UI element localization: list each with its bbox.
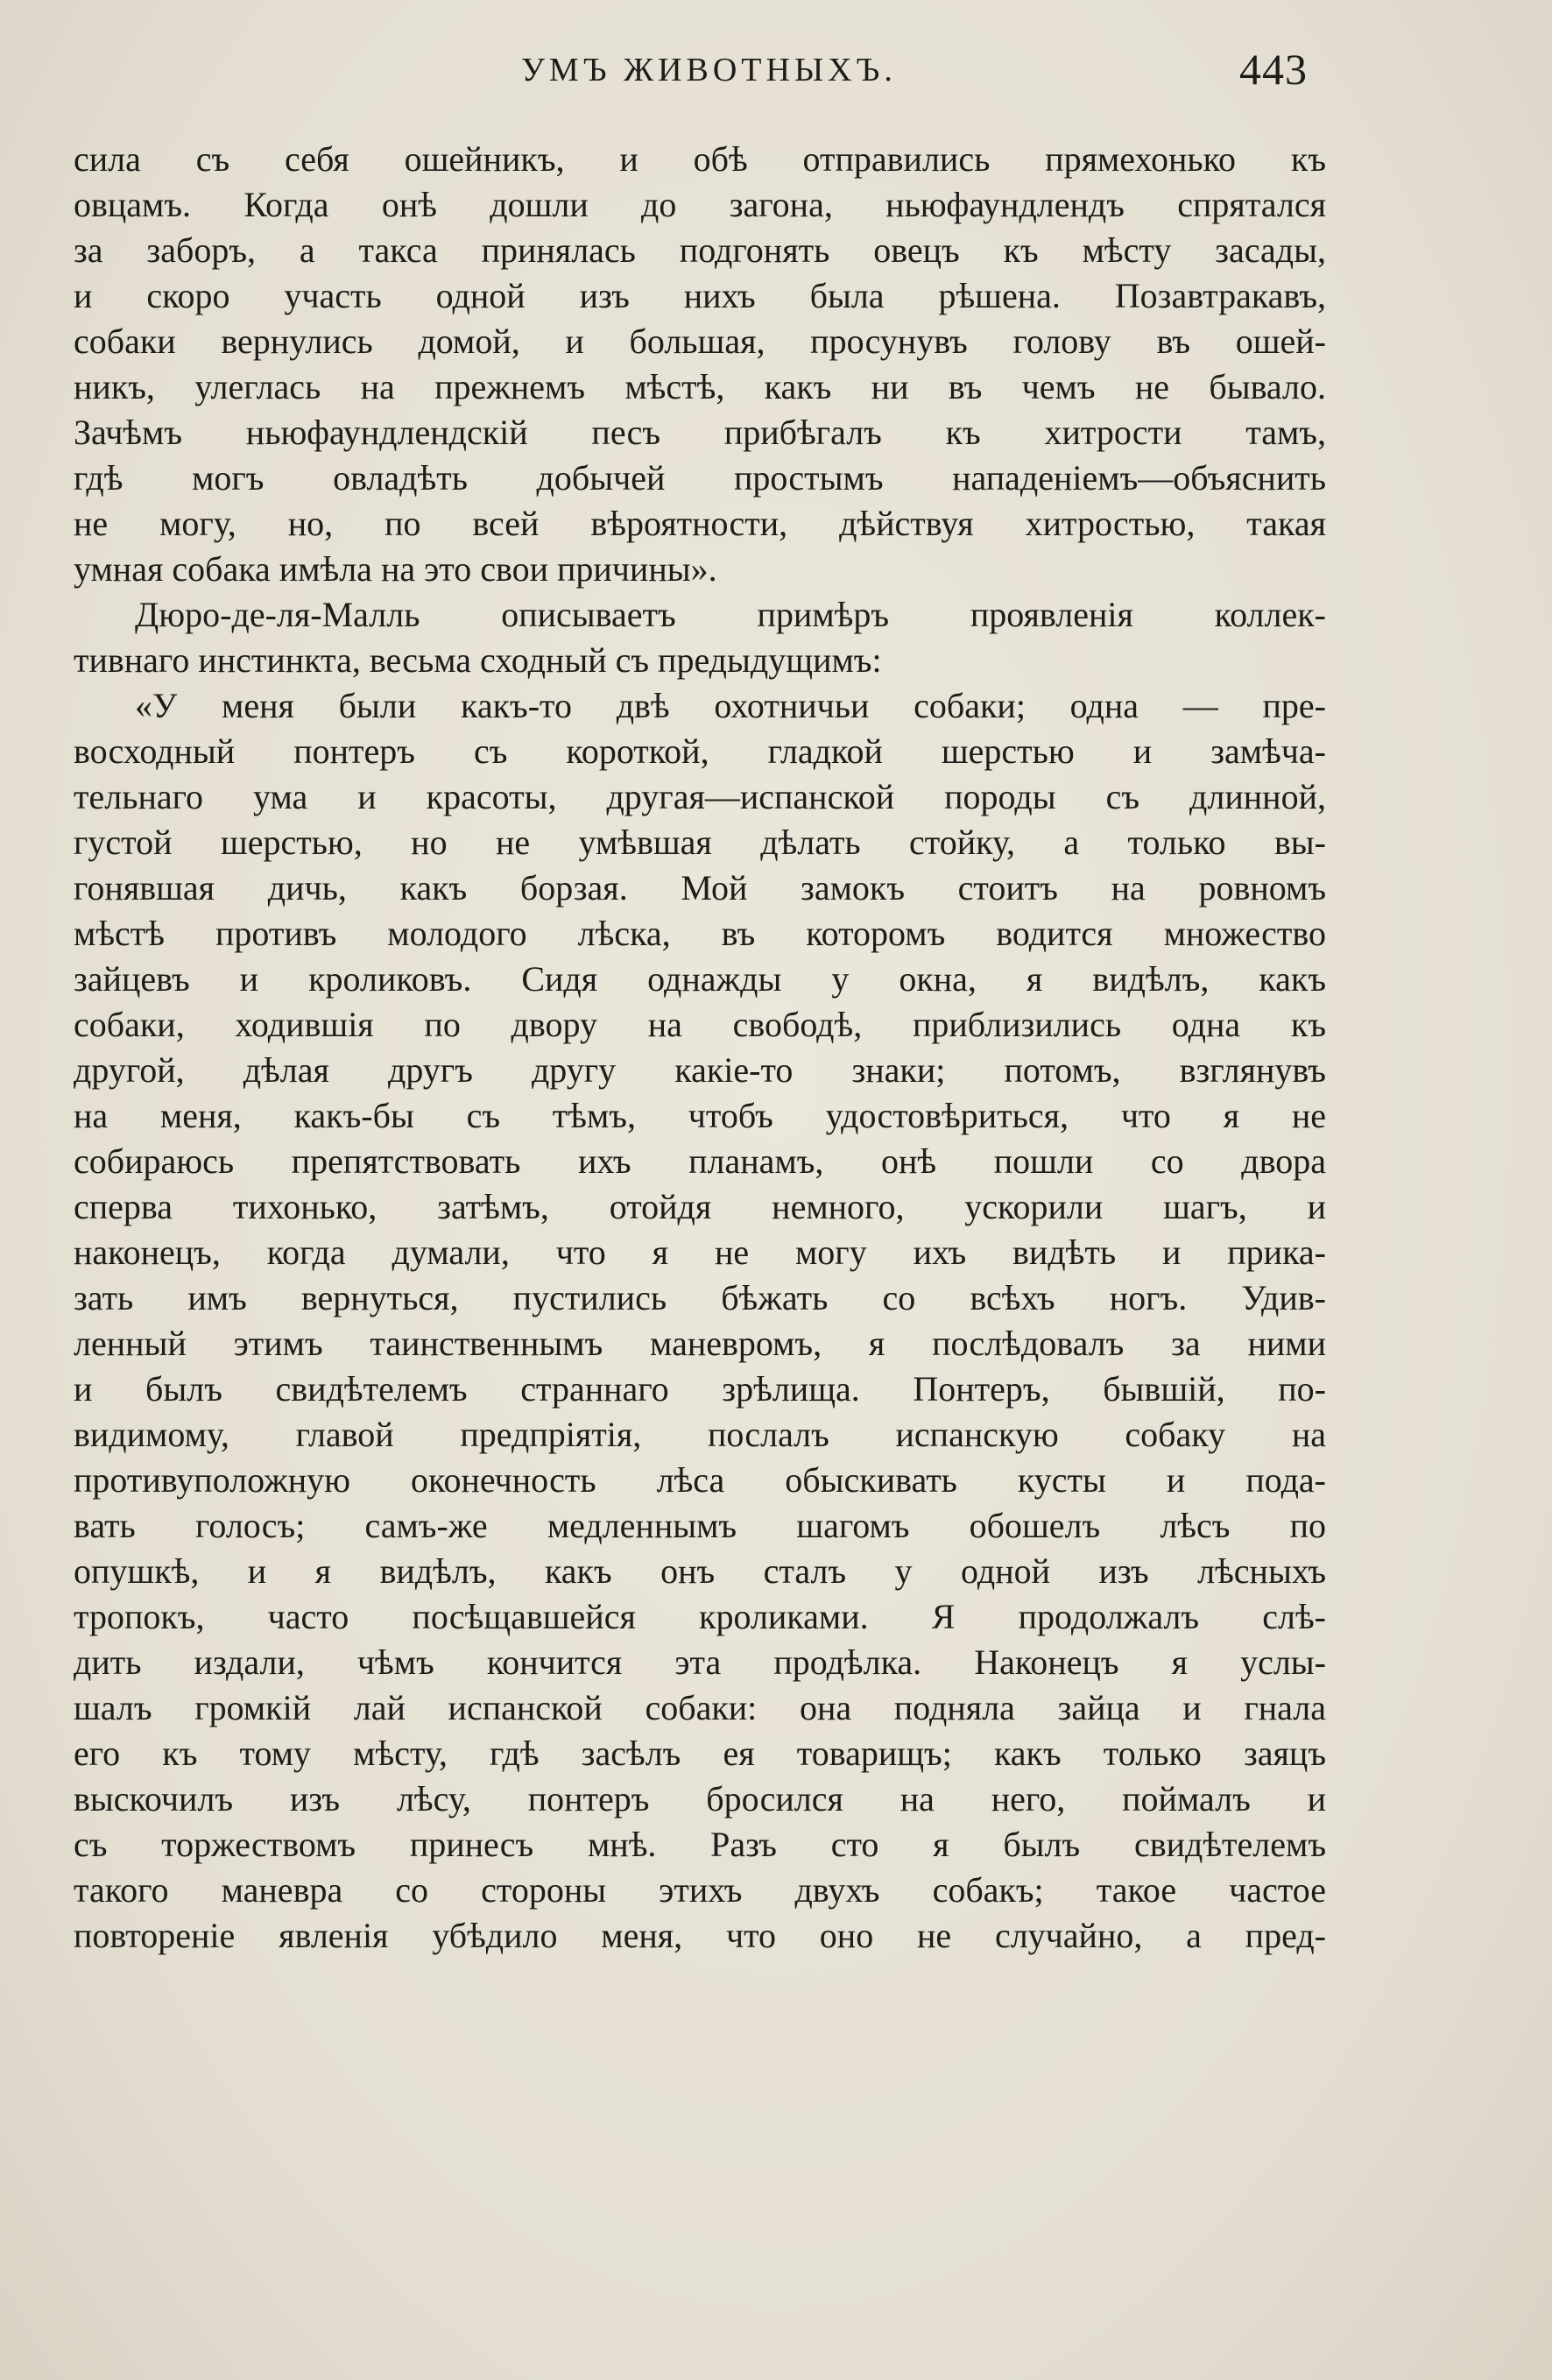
text-line: видимому, главой предпріятія, послалъ испанскую собаку на	[74, 1415, 1326, 1454]
text-line: повтореніе явленія убѣдило меня, что оно не случайно, а пред-	[74, 1916, 1326, 1955]
text-line: овцамъ. Когда онѣ дошли до загона, ньюфаундлендъ спрятался	[74, 185, 1326, 224]
text-line: вать голосъ; самъ-же медленнымъ шагомъ обошелъ лѣсъ по	[74, 1506, 1326, 1545]
text-line: гдѣ могъ овладѣть добычей простымъ нападеніемъ—объяснить	[74, 458, 1326, 498]
text-line: зать имъ вернуться, пустились бѣжать со всѣхъ ногъ. Удив-	[74, 1278, 1326, 1317]
text-line: не могу, но, по всей вѣроятности, дѣйствуя хитростью, такая	[74, 504, 1326, 543]
text-line: другой, дѣлая другъ другу какіе-то знаки; потомъ, взглянувъ	[74, 1050, 1326, 1090]
text-line: собаки вернулись домой, и большая, просунувъ голову въ ошей-	[74, 321, 1326, 361]
text-line: противуположную оконечность лѣса обыскивать кусты и пода-	[74, 1460, 1326, 1500]
text-line: сперва тихонько, затѣмъ, отойдя немного, ускорили шагъ, и	[74, 1187, 1326, 1226]
text-line: дить издали, чѣмъ кончится эта продѣлка. Наконецъ я услы-	[74, 1642, 1326, 1682]
text-line: тропокъ, часто посѣщавшейся кроликами. Я продолжалъ слѣ-	[74, 1597, 1326, 1636]
paragraph-start-line: «У меня были какъ-то двѣ охотничьи собаки; одна — пре-	[135, 686, 1326, 725]
text-line: собаки, ходившія по двору на свободѣ, приблизились одна къ	[74, 1005, 1326, 1044]
text-line: Зачѣмъ ньюфаундлендскій песъ прибѣгалъ къ хитрости тамъ,	[74, 413, 1326, 452]
text-line: ленный этимъ таинственнымъ маневромъ, я послѣдовалъ за ними	[74, 1324, 1326, 1363]
body-text	[74, 137, 1326, 1959]
text-line: выскочилъ изъ лѣсу, понтеръ бросился на него, поймалъ и	[74, 1779, 1326, 1819]
text-line: и скоро участь одной изъ нихъ была рѣшена. Позавтракавъ,	[74, 276, 1326, 315]
text-line: тельнаго ума и красоты, другая—испанской породы съ длинной,	[74, 777, 1326, 816]
text-line: умная собака имѣла на это свои причины».	[74, 549, 717, 589]
text-line: зайцевъ и кроликовъ. Сидя однажды у окна, я видѣлъ, какъ	[74, 959, 1326, 999]
text-line: восходный понтеръ съ короткой, гладкой шерстью и замѣча-	[74, 731, 1326, 771]
running-head-title: УМЪ ЖИВОТНЫХЪ.	[521, 52, 897, 88]
text-line: такого маневра со стороны этихъ двухъ собакъ; такое частое	[74, 1870, 1326, 1910]
text-line: никъ, улеглась на прежнемъ мѣстѣ, какъ ни въ чемъ не бывало.	[74, 367, 1326, 406]
text-line: на меня, какъ-бы съ тѣмъ, чтобъ удостовѣриться, что я не	[74, 1096, 1326, 1135]
text-line: густой шерстью, но не умѣвшая дѣлать стойку, а только вы-	[74, 823, 1326, 862]
text-line: за заборъ, а такса принялась подгонять овецъ къ мѣсту засады,	[74, 230, 1326, 270]
text-line: мѣстѣ противъ молодого лѣска, въ которомъ водится множество	[74, 914, 1326, 953]
text-line: и былъ свидѣтелемъ страннаго зрѣлища. Понтеръ, бывшій, по-	[74, 1369, 1326, 1409]
text-line: его къ тому мѣсту, гдѣ засѣлъ ея товарищъ; какъ только заяцъ	[74, 1734, 1326, 1773]
text-line: тивнаго инстинкта, весьма сходный съ предыдущимъ:	[74, 640, 882, 680]
text-line: собираюсь препятствовать ихъ планамъ, онѣ пошли со двора	[74, 1141, 1326, 1181]
text-line: шалъ громкій лай испанской собаки: она подняла зайца и гнала	[74, 1688, 1326, 1727]
paragraph-start-line: Дюро-де-ля-Малль описываетъ примѣръ проявленія коллек-	[135, 595, 1326, 634]
text-line: наконецъ, когда думали, что я не могу ихъ видѣть и прика-	[74, 1232, 1326, 1272]
text-line: гонявшая дичь, какъ борзая. Мой замокъ стоитъ на ровномъ	[74, 868, 1326, 908]
page-number: 443	[1239, 45, 1308, 94]
running-head	[0, 42, 1552, 103]
text-line: съ торжествомъ принесъ мнѣ. Разъ сто я былъ свидѣтелемъ	[74, 1825, 1326, 1864]
text-line: сила съ себя ошейникъ, и обѣ отправились прямехонько къ	[74, 139, 1326, 179]
text-line: опушкѣ, и я видѣлъ, какъ онъ сталъ у одной изъ лѣсныхъ	[74, 1551, 1326, 1591]
